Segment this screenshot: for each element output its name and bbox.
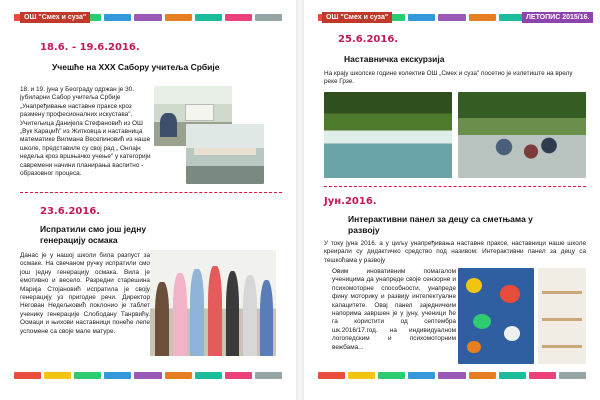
section-date: 25.6.2016. <box>338 34 399 45</box>
stripe-segment <box>469 372 496 379</box>
photo-excursion-group <box>458 92 586 178</box>
right-page <box>304 0 600 400</box>
chronicle-header: ЛЕТОПИС 2015/16. <box>522 12 593 23</box>
stripe-segment <box>134 372 161 379</box>
stripe-segment <box>14 372 41 379</box>
shelf-board <box>542 318 582 321</box>
stripe-segment <box>74 372 101 379</box>
section-body: 18. и 19. јуна у Београду одржан је 30. јубиларни Сабор учитеља Србије „Унапређивање наставне праксе кроз размену професионалних искустава". Учитељица Данијела Стефановић из ОШ „Вук Караџић" из Житковца и наставница математике Вилмана Веселиновић из наше школе, представиле су свој рад „ Онлајн недеља кроз вршњачко учење" у категорији савремени начини планирања васпитно - образовног процеса. <box>20 86 151 178</box>
page-gutter <box>296 0 304 400</box>
section-title: Учешће на XXX Сабору учитеља Србије <box>52 62 220 72</box>
shelf-board <box>542 345 582 348</box>
school-header: ОШ "Смех и суза" <box>20 12 90 23</box>
school-header: ОШ "Смех и суза" <box>322 12 392 23</box>
section-date: 18.6. - 19.6.2016. <box>40 42 140 53</box>
stripe-segment <box>255 372 282 379</box>
stripe-segment <box>165 372 192 379</box>
stripe-segment <box>134 14 161 21</box>
stripe-segment <box>165 14 192 21</box>
stripe-segment <box>529 372 556 379</box>
section-date: Јун.2016. <box>324 196 377 207</box>
section-body: Овим иновативним помагалом ученицима да унапреде своје сензорне и психомоторне способности, унапреде фину моторику и развију интелектуалне капацитете. Овај панел заједничким напорима завршен је у јуну, ученици ће га користити од септембра шк.2016/17.год. на индивидуалном логопедским и психомоторним вежбама... <box>332 268 456 351</box>
panel-element <box>467 341 481 353</box>
stripe-segment <box>348 372 375 379</box>
stripe-segment <box>195 372 222 379</box>
stripe-segment <box>438 372 465 379</box>
section-body: Данас је у нашој школи била разпуст за осмаке. На свечаном ручку испратили смо још једну генерацију осмака. Вила је емотивно и весело. Разредни старешина Марија Стојановић испратила је своју генерацију уз пригодне речи. Директор Негован Недељковић поклонио је таблет ученику генерације Слободану Танрвићу. Осмаци и њихови наставници понеће лепе успомене са своје мале матуре. <box>20 252 150 335</box>
stripe-segment <box>225 372 252 379</box>
left-page <box>0 0 296 400</box>
panel-element <box>504 326 521 341</box>
person-figure <box>190 269 204 356</box>
stripe-segment <box>408 372 435 379</box>
panel-element <box>500 285 520 302</box>
photo-graduates-group <box>150 250 276 356</box>
stripe-segment <box>559 372 586 379</box>
stripe-segment <box>469 14 496 21</box>
divider <box>20 192 282 193</box>
section-title: Испратили смо још једну генерацију осмака <box>40 224 147 245</box>
stripe-segment <box>438 14 465 21</box>
stripe-segment <box>195 14 222 21</box>
section-title: Наставничка екскурзија <box>344 54 445 64</box>
stripe-segment <box>499 372 526 379</box>
photo-shelf <box>538 268 586 364</box>
photo-presentation <box>186 124 264 184</box>
section-body: У току јуна 2016. а у циљу унапређивања наставне праксе, наставници наше школе креирали су дидактичко средство под називом: Интерактивни панел за децу са тешкоћама у развоју <box>324 240 586 264</box>
person-figure <box>226 271 240 356</box>
person-figure <box>243 275 257 356</box>
divider <box>324 186 586 187</box>
stripe-segment <box>255 14 282 21</box>
stripe-segment <box>104 14 131 21</box>
photo-river <box>324 92 452 178</box>
person-figure <box>208 266 222 356</box>
photo-interactive-panel <box>458 268 534 364</box>
person-figure <box>260 280 274 356</box>
section-title: Интерактивни панел за децу са сметњама у развоју <box>348 214 533 235</box>
person-figure <box>173 273 187 356</box>
stripe-segment <box>225 14 252 21</box>
bottom-color-stripe <box>318 372 586 379</box>
stripe-segment <box>408 14 435 21</box>
section-date: 23.6.2016. <box>40 206 101 217</box>
bottom-color-stripe <box>14 372 282 379</box>
stripe-segment <box>44 372 71 379</box>
stripe-segment <box>104 372 131 379</box>
stripe-segment <box>318 372 345 379</box>
panel-element <box>473 314 491 329</box>
section-body: На крају школске године колектив ОШ „Смех и суза" посетио је излетиште на врелу реке Грзе. <box>324 70 573 86</box>
panel-element <box>466 278 483 293</box>
stripe-segment <box>378 372 405 379</box>
person-figure <box>155 282 169 356</box>
shelf-board <box>542 291 582 294</box>
